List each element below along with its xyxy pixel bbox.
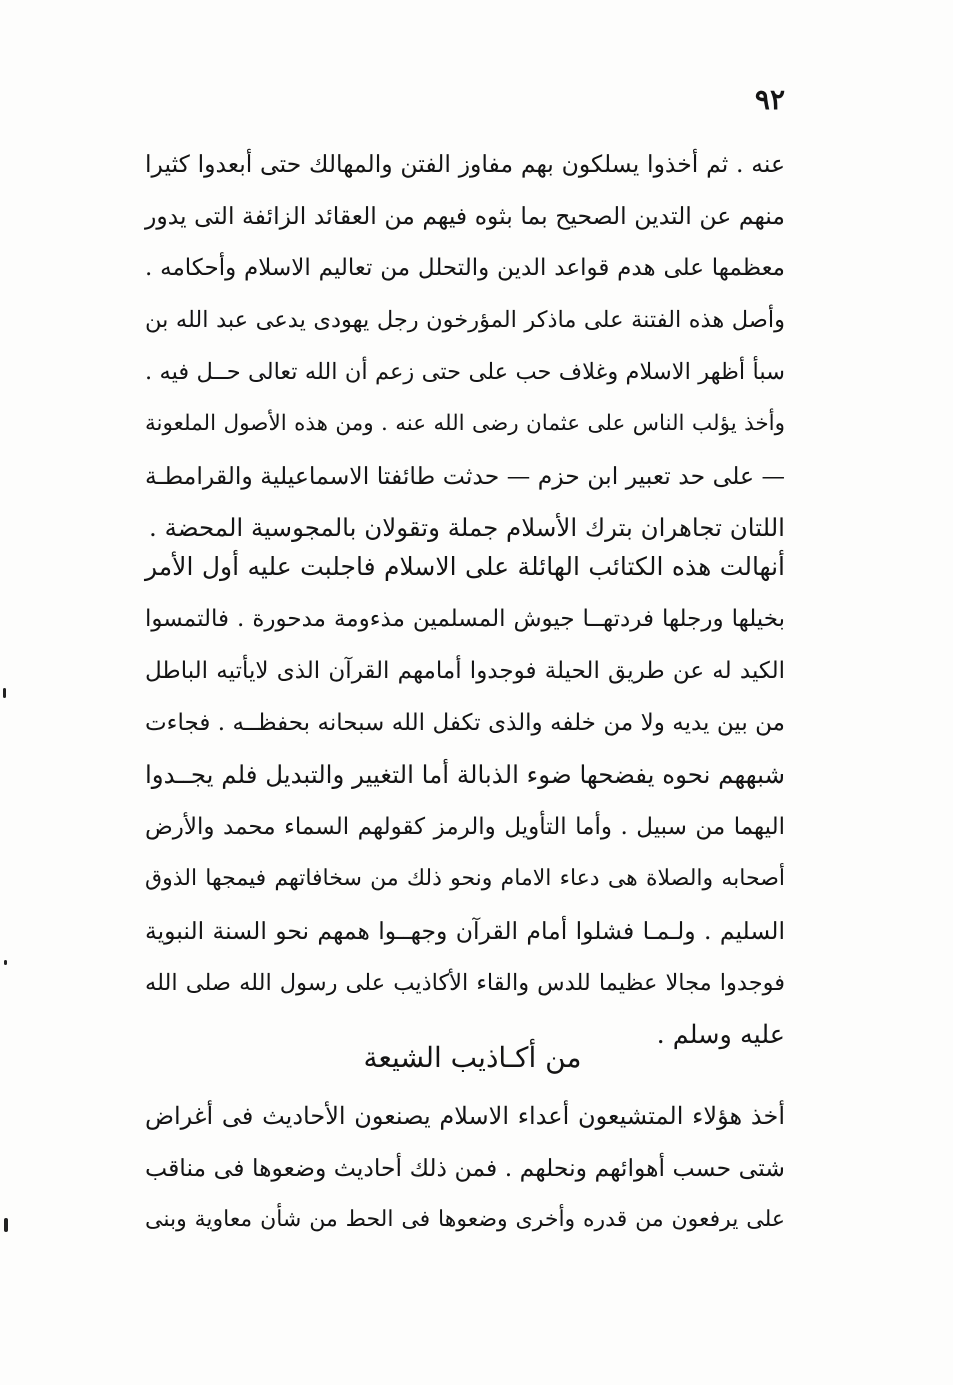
text-line: على يرفعون من قدره وأخرى وضعوها فى الحط من شأن معاوية وبنى	[145, 1207, 785, 1232]
text-line: الكيد له عن طريق الحيلة فوجدوا أمامهم القرآن الذى لايأتيه الباطل	[145, 658, 785, 684]
text-line: وأصل هذه الفتنة على ماذكر المؤرخون رجل يهودى يدعى عبد الله بن	[145, 307, 785, 333]
scan-speck	[3, 688, 6, 698]
text-line: فوجدوا مجالا عظيما للدس والقاء الأكاذيب على رسول الله صلى الله	[145, 970, 785, 996]
text-line: اللتان تجاهران بترك الأسلام جملة وتقولان بالمجوسية المحضة .	[149, 513, 785, 542]
text-line: اليهما من سبيل . وأما التأويل والرمز كقولهم السماء محمد والأرض	[145, 814, 785, 840]
text-line: عنه . ثم أخذوا يسلكون بهم مفاوز الفتن والمهالك حتى أبعدوا كثيرا	[145, 150, 785, 178]
text-line: بخيلها ورجلها فردتهــا جيوش المسلمين مذءومة مدحورة . فالتمسوا	[145, 606, 785, 632]
text-line: من بين يديه ولا من خلفه والذى تكفل الله سبحانه بحفظــه . فجاءت	[145, 710, 785, 736]
paragraph-2	[145, 541, 785, 1061]
text-line: أنهالت هذه الكتائب الهائلة على الاسلام فاجلبت عليه أول الأمر	[145, 552, 785, 581]
paragraph-1	[145, 138, 785, 554]
text-line: وأخذ يؤلب الناس على عثمان رضى الله عنه . ومن هذه الأصول الملعونة	[145, 411, 785, 436]
text-line: عليه وسلم .	[656, 1020, 785, 1050]
text-line: أخذ هؤلاء المتشيعون أعداء الاسلام يصنعون الأحاديث فى أغراض	[145, 1102, 785, 1130]
text-line: — على حد تعبير ابن حزم — حدثت طائفتا الاسماعيلية والقرامطـة	[145, 462, 785, 490]
paragraph-3	[145, 1090, 785, 1246]
text-line: معظمها على هدم قواعد الدين والتحلل من تعاليم الاسلام وأحكامه .	[145, 255, 785, 281]
text-line: شبههم نحوه يفضحها ضوء الذبالة أما التغيير والتبديل فلم يجــدوا	[145, 760, 785, 789]
page-number: ٩٢	[754, 83, 785, 116]
section-heading-text: من أكـاذيب الشيعة	[363, 1041, 582, 1074]
text-line: شتى حسب أهوائهم ونحلهم . فمن ذلك أحاديث وضعوها فى مناقب	[145, 1154, 785, 1182]
scan-speck	[4, 960, 7, 965]
text-line: منهم عن التدين الصحيح بما بثوه فيهم من العقائد الزائفة التى يدور	[145, 202, 785, 230]
text-line: سبأ أظهر الاسلام وغلاف حب على حتى زعم أن الله تعالى حــل فيه .	[145, 359, 785, 385]
text-line: السليم . ولـمـا فشلوا أمام القرآن وجهــوا همهم نحو السنة النبوية	[145, 917, 785, 945]
scan-speck	[4, 1218, 8, 1232]
section-heading	[0, 1030, 953, 1086]
text-line: أصحابه والصلاة هى دعاء الامام ونحو ذلك من سخافاتهم فيمجها الذوق	[145, 866, 785, 891]
